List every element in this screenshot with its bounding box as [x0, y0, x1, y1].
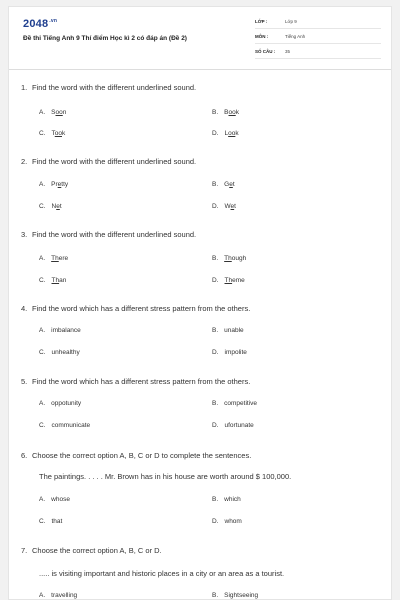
q3-option-c[interactable]: C. Than — [39, 277, 67, 284]
q1-option-a[interactable]: A. Soon — [39, 109, 67, 116]
exam-page — [8, 6, 392, 600]
meta-label-subject: MÔN : — [255, 34, 269, 39]
q6-option-d[interactable]: D. whom — [212, 518, 242, 525]
meta-value-class: Lớp 9 — [285, 19, 297, 24]
q4-option-c[interactable]: C. unhealthy — [39, 349, 80, 356]
q2-option-d[interactable]: D. Wet — [212, 203, 236, 210]
meta-value-count: 35 — [285, 49, 291, 54]
meta-divider — [255, 43, 381, 44]
q4-option-d[interactable]: D. impolite — [212, 349, 247, 356]
meta-divider — [255, 28, 381, 29]
question-1: 1. Find the word with the different underlined sound. — [21, 83, 197, 92]
q7-option-a[interactable]: A. travelling — [39, 592, 78, 599]
exam-header — [9, 7, 391, 70]
logo-text: 2048 — [23, 18, 49, 30]
meta-label-count: SỐ CÂU : — [255, 49, 276, 54]
logo-suffix: .vn — [49, 18, 58, 24]
q4-option-b[interactable]: B. unable — [212, 327, 244, 334]
q1-option-c[interactable]: C. Took — [39, 130, 66, 137]
q6-option-c[interactable]: C. that — [39, 518, 63, 525]
q5-option-c[interactable]: C. communicate — [39, 422, 91, 429]
q1-option-b[interactable]: B. Book — [212, 109, 239, 116]
question-4: 4. Find the word which has a different stress pattern from the others. — [21, 304, 251, 313]
q5-option-d[interactable]: D. ufortunate — [212, 422, 254, 429]
q3-option-b[interactable]: B. Though — [212, 255, 247, 262]
q5-option-a[interactable]: A. oppotunity — [39, 400, 82, 407]
q2-option-b[interactable]: B. Get — [212, 181, 235, 188]
question-2: 2. Find the word with the different underlined sound. — [21, 157, 197, 166]
meta-divider — [255, 58, 381, 59]
q2-option-c[interactable]: C. Net — [39, 203, 62, 210]
question-7: 7. Choose the correct option A, B, C or D. — [21, 546, 162, 555]
exam-title: Đề thi Tiếng Anh 9 Thí điểm Học kì 2 có đáp án (Đề 2) — [23, 35, 187, 42]
question-6: 6. Choose the correct option A, B, C or D to complete the sentences. — [21, 451, 252, 460]
meta-label-class: LỚP : — [255, 19, 268, 24]
q6-option-a[interactable]: A. whose — [39, 496, 70, 503]
q6-sentence: The paintings. . . . . Mr. Brown has in his house are worth around $ 100,000. — [39, 472, 292, 481]
q7-sentence: ..... is visiting important and historic places in a city or an area as a tourist. — [39, 569, 285, 578]
q7-option-b[interactable]: B. Sightseeing — [212, 592, 259, 599]
meta-value-subject: Tiếng Anh — [285, 34, 306, 39]
q5-option-b[interactable]: B. competitive — [212, 400, 258, 407]
q3-option-a[interactable]: A. There — [39, 255, 69, 262]
site-logo[interactable] — [23, 18, 57, 30]
q6-option-b[interactable]: B. which — [212, 496, 241, 503]
q1-option-d[interactable]: D. Look — [212, 130, 239, 137]
q2-option-a[interactable]: A. Pretty — [39, 181, 69, 188]
q4-option-a[interactable]: A. imbalance — [39, 327, 81, 334]
question-5: 5. Find the word which has a different stress pattern from the others. — [21, 377, 251, 386]
q3-option-d[interactable]: D. Theme — [212, 277, 245, 284]
question-3: 3. Find the word with the different underlined sound. — [21, 230, 197, 239]
